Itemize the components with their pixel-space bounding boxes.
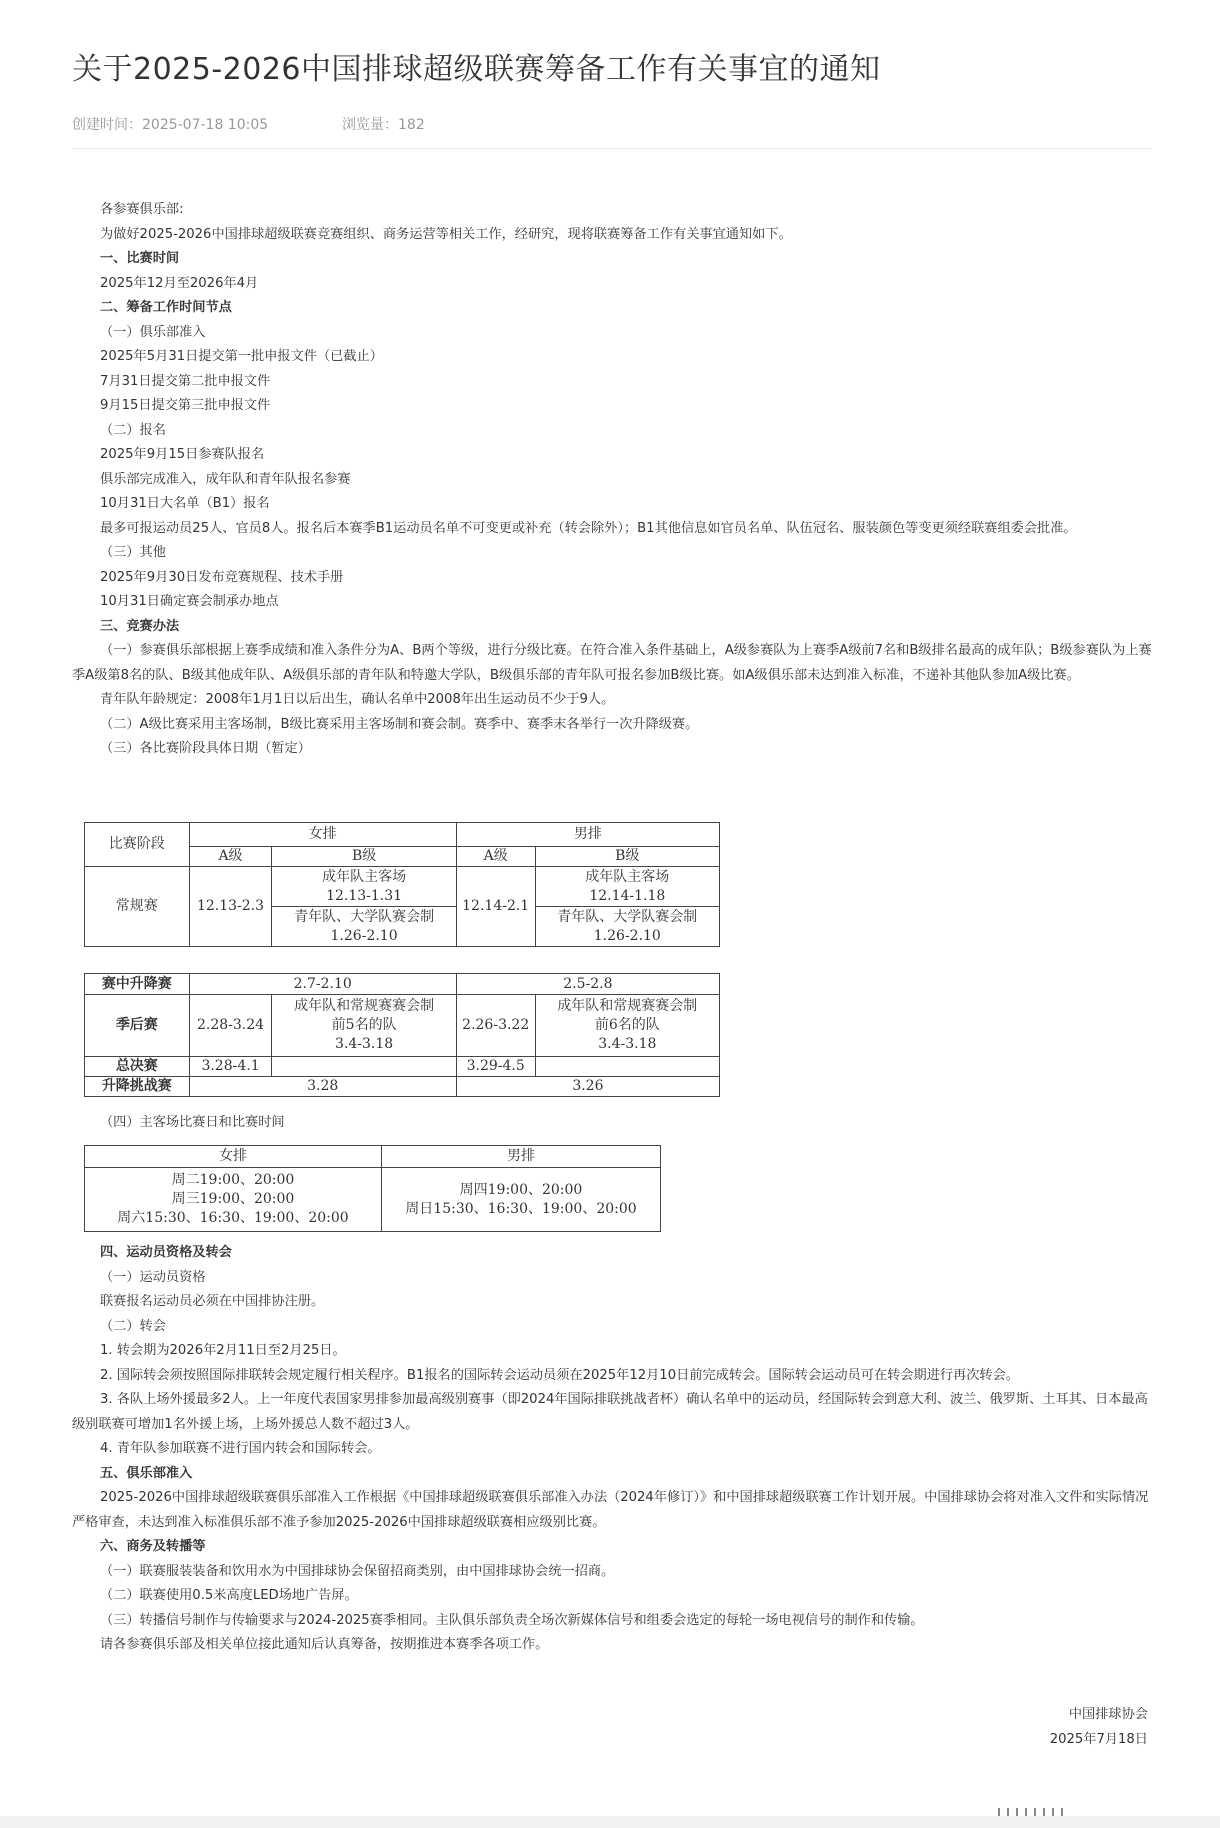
paragraph: 2025年12月至2026年4月 [100, 275, 259, 291]
table-cell [272, 1057, 456, 1077]
paragraph: 1. 转会期为2026年2月11日至2月25日。 [100, 1343, 346, 1358]
notice-body [72, 198, 1152, 762]
paragraph: 9月15日提交第三批申报文件 [100, 398, 271, 413]
paragraph: 最多可报运动员25人、官员8人。报名后本赛季B1运动员名单不可变更或补充（转会除外）；B1其他信息如官员名单、队伍冠名、服装颜色等变更须经联赛组委会批准。 [100, 520, 1077, 536]
cell-line: 前5名的队 [331, 1017, 397, 1033]
cell-line: 1.26-2.10 [593, 927, 661, 944]
paragraph: （一）联赛服装装备和饮用水为中国排球协会保留招商类别，由中国排球协会统一招商。 [100, 1563, 615, 1579]
table-cell: B级 [535, 847, 719, 867]
schedule-table-regular [84, 822, 720, 947]
cell-line: 周四19:00、20:00 [459, 1181, 583, 1198]
cell-line: 周二19:00、20:00 [171, 1172, 295, 1188]
table-cell: A级 [189, 847, 272, 867]
cell-line: 前6名的队 [594, 1017, 660, 1033]
paragraph: 2025年9月15日参赛队报名 [100, 447, 265, 462]
cell-line: 成年队和常规赛赛会制 [557, 998, 698, 1014]
signer: 中国排球协会 [1068, 1707, 1148, 1722]
cell-line: 成年队主客场 [585, 868, 670, 885]
paragraph: 2025年5月31日提交第一批申报文件（已截止） [100, 349, 383, 364]
paragraph: （二）报名 [100, 422, 166, 438]
table-cell: 12.13-2.3 [189, 867, 272, 947]
paragraph: 10月31日确定赛会制承办地点 [100, 594, 279, 609]
paragraph: （一）俱乐部准入 [100, 324, 206, 340]
cell-line: 12.14-1.18 [589, 887, 666, 904]
paragraph: （三）其他 [100, 545, 166, 560]
paragraph: （三）转播信号制作与传输要求与2024-2025赛季相同。主队俱乐部负责全场次新媒体信号和组委会选定的每轮一场电视信号的制作和传输。 [100, 1612, 924, 1628]
table-cell: 男排 [456, 823, 719, 847]
match-time-table [84, 1145, 661, 1232]
schedule-table-playoffs [84, 973, 720, 1097]
paragraph: 2025年9月30日发布竞赛规程、技术手册 [100, 569, 344, 585]
paragraph: 7月31日提交第二批申报文件 [100, 373, 271, 389]
greeting: 各参赛俱乐部: [100, 202, 184, 217]
table-cell: 3.28-4.1 [189, 1057, 272, 1077]
table-cell: 女排 [189, 823, 456, 847]
cell-line: 1.26-2.10 [330, 927, 398, 944]
created-time: 创建时间：2025-07-18 10:05 [72, 117, 269, 133]
cell-line: 成年队主客场 [322, 868, 407, 885]
scroll-indicator[interactable] [998, 1808, 1198, 1816]
table-cell: B级 [272, 847, 456, 867]
table-cell: 2.26-3.22 [456, 995, 535, 1057]
table-cell: 比赛阶段 [85, 823, 190, 867]
cell-line: 3.4-3.18 [335, 1036, 394, 1052]
table-cell: 总决赛 [85, 1057, 190, 1077]
section-heading: 五、俱乐部准入 [100, 1465, 193, 1481]
article-meta [72, 114, 425, 134]
table-cell: 女排 [85, 1146, 382, 1168]
cell-line: 3.4-3.18 [598, 1036, 657, 1052]
paragraph: 4. 青年队参加联赛不进行国内转会和国际转会。 [100, 1441, 381, 1456]
table-cell: 3.28 [189, 1077, 456, 1097]
paragraph: 联赛报名运动员必须在中国排协注册。 [100, 1294, 325, 1309]
table-cell: 2.7-2.10 [189, 974, 456, 995]
cell-line: 12.13-1.31 [326, 887, 403, 904]
paragraph: 请各参赛俱乐部及相关单位接此通知后认真筹备，按期推进本赛季各项工作。 [100, 1637, 549, 1652]
cell-line: 青年队、大学队赛会制 [557, 908, 698, 925]
cell-line: 周日15:30、16:30、19:00、20:00 [405, 1200, 637, 1217]
table-cell: 常规赛 [85, 867, 190, 947]
table-cell [272, 907, 456, 947]
table-cell [535, 1057, 719, 1077]
cell-line: 青年队、大学队赛会制 [294, 908, 435, 925]
signature-block [1050, 1703, 1148, 1752]
notice-body-tail [72, 1241, 1152, 1658]
paragraph: （二）A级比赛采用主客场制，B级比赛采用主客场制和赛会制。赛季中、赛季末各举行一次升降级赛。 [100, 716, 699, 732]
page-title: 关于2025-2026中国排球超级联赛筹备工作有关事宜的通知 [72, 52, 881, 87]
table-cell: 季后赛 [85, 995, 190, 1057]
section-heading: 二、筹备工作时间节点 [100, 300, 232, 315]
table-cell [535, 907, 719, 947]
table-cell: 赛中升降赛 [85, 974, 190, 995]
paragraph: （一）运动员资格 [100, 1269, 206, 1285]
paragraph: 3. 各队上场外援最多2人。上一年度代表国家男排参加最高级别赛事（即2024年国际排联挑战者杯）确认名单中的运动员，经国际转会到意大利、波兰、俄罗斯、土耳其、日本最高级别联赛可增加1名外援上场，上场外援总人数不超过3人。 [72, 1392, 1148, 1432]
table-cell: 3.26 [456, 1077, 719, 1097]
cell-line: 成年队和常规赛赛会制 [294, 998, 435, 1014]
table-cell [272, 995, 456, 1057]
paragraph: 青年队年龄规定：2008年1月1日以后出生，确认名单中2008年出生运动员不少于9人。 [100, 692, 615, 707]
table-cell: 2.5-2.8 [456, 974, 719, 995]
paragraph: 10月31日大名单（B1）报名 [100, 496, 270, 511]
table-cell: 升降挑战赛 [85, 1077, 190, 1097]
paragraph: （三）各比赛阶段具体日期（暂定） [100, 741, 311, 756]
table-cell: A级 [456, 847, 535, 867]
table-cell: 2.28-3.24 [189, 995, 272, 1057]
table-cell [535, 995, 719, 1057]
paragraph: （二）联赛使用0.5米高度LED场地广告屏。 [100, 1588, 358, 1603]
notice-body-cont [72, 1111, 1152, 1136]
view-count: 浏览量：182 [342, 117, 425, 133]
table-cell: 12.14-2.1 [456, 867, 535, 947]
sign-date: 2025年7月18日 [1049, 1731, 1148, 1747]
table-cell [535, 867, 719, 907]
section-heading: 三、竞赛办法 [100, 618, 180, 634]
intro: 为做好2025-2026中国排球超级联赛竞赛组织、商务运营等相关工作，经研究，现将联赛筹备工作有关事宜通知如下。 [100, 226, 792, 242]
paragraph: 2025-2026中国排球超级联赛俱乐部准入工作根据《中国排球超级联赛俱乐部准入办法（2024年修订）》和中国排球超级联赛工作计划开展。中国排球协会将对准入文件和实际情况严格审查，未达到准入标准俱乐部不准予参加2025-2026中国排球超级联赛相应级别比赛。 [72, 1490, 1149, 1530]
paragraph: 俱乐部完成准入，成年队和青年队报名参赛 [100, 471, 351, 487]
cell-line: 周三19:00、20:00 [171, 1191, 295, 1207]
table-cell: 男排 [382, 1146, 661, 1168]
cell-line: 周六15:30、16:30、19:00、20:00 [117, 1210, 349, 1226]
paragraph: （一）参赛俱乐部根据上赛季成绩和准入条件分为A、B两个等级，进行分级比赛。在符合准入条件基础上，A级参赛队为上赛季A级前7名和B级排名最高的成年队；B级参赛队为上赛季A级第8名的队、B级其他成年队、A级俱乐部的青年队和特邀大学队，B级俱乐部的青年队可报名参加B级比赛。如A级俱乐部未达到准入标准，不递补其他队参加A级比赛。 [72, 643, 1152, 683]
paragraph: 2. 国际转会须按照国际排联转会规定履行相关程序。B1报名的国际转会运动员须在2025年12月10日前完成转会。国际转会运动员可在转会期进行再次转会。 [100, 1367, 1019, 1383]
paragraph: （二）转会 [100, 1318, 166, 1334]
divider [72, 148, 1152, 149]
section-heading: 六、商务及转播等 [100, 1539, 206, 1554]
section-heading: 四、运动员资格及转会 [100, 1245, 232, 1260]
table-cell: 3.29-4.5 [456, 1057, 535, 1077]
bottom-bar [0, 1816, 1220, 1828]
paragraph: （四）主客场比赛日和比赛时间 [100, 1115, 285, 1130]
table-cell [382, 1168, 661, 1232]
table-cell [272, 867, 456, 907]
table-cell [85, 1168, 382, 1232]
section-heading: 一、比赛时间 [100, 251, 180, 266]
